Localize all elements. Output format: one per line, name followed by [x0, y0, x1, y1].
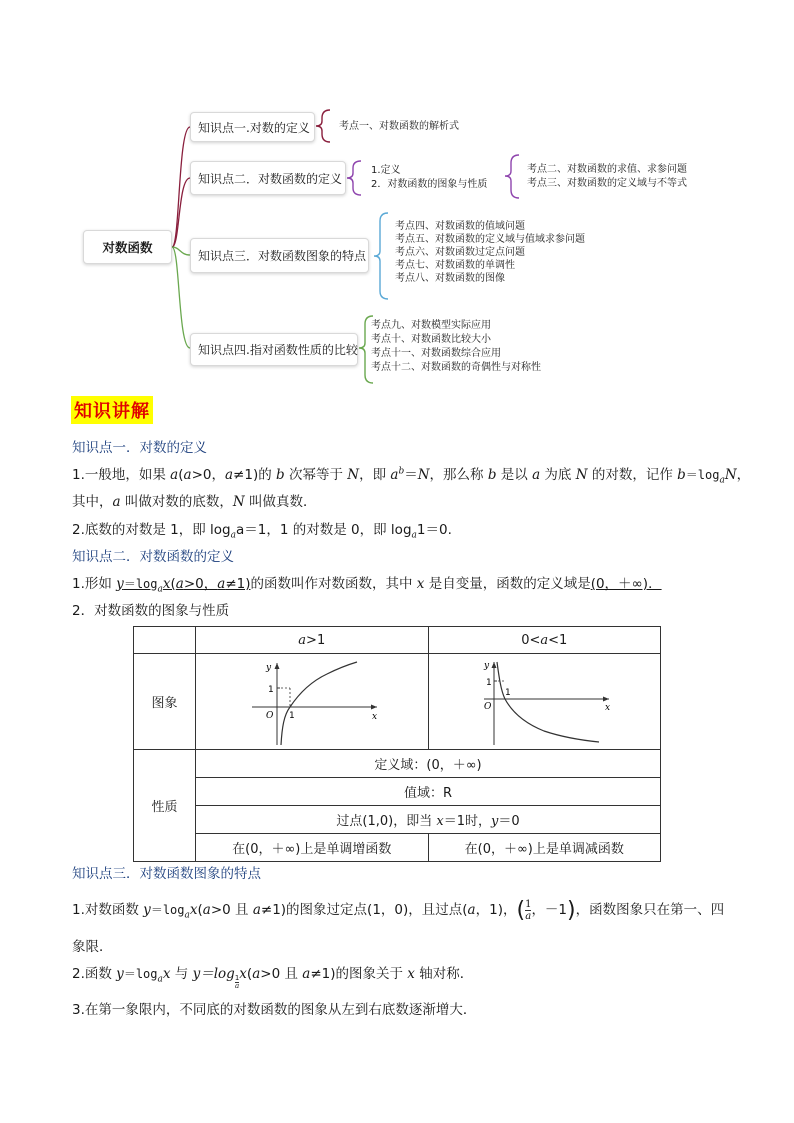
section-title-1: 知识点一．对数的定义	[72, 440, 207, 456]
mindmap-branch-2: 知识点二．对数函数的定义	[190, 161, 346, 195]
mindmap-leaf: 考点五、对数函数的定义域与值域求参问题	[395, 234, 585, 245]
mindmap-leaf: 考点九、对数模型实际应用	[371, 320, 491, 331]
origin-label: O	[265, 710, 274, 721]
mindmap-leaf: 2．对数函数的图象与性质	[371, 179, 488, 190]
mindmap-branch-1: 知识点一.对数的定义	[190, 112, 315, 142]
tick-label-1: 1	[288, 710, 295, 721]
section-heading: 知识讲解	[71, 396, 153, 424]
paragraph: 象限．	[72, 939, 113, 955]
mindmap-branch-3: 知识点三．对数函数图象的特点	[190, 238, 369, 273]
tick-label-1: 1	[267, 684, 274, 695]
axis-label-x: x	[605, 702, 611, 713]
table-row-label-graph: 图象	[134, 654, 196, 750]
mindmap-leaf: 考点十二、对数函数的奇偶性与对称性	[371, 362, 541, 373]
section-title-2: 知识点二．对数函数的定义	[72, 549, 234, 565]
mindmap-leaf: 考点八、对数函数的图像	[395, 273, 505, 284]
paragraph: 1.一般地，如果 a(a>0，a≠1)的 b 次幂等于 N，即 $a^b=N$，那么称 b 是以 a 为底 N 的对数，记作 $b=\log_aN$，	[72, 466, 751, 486]
log-function-properties-table	[133, 626, 661, 862]
paragraph: 2.底数的对数是 1，即 $\log_aa=1$，1 的对数是 0，即 $\log_a1=0$.	[72, 522, 452, 541]
mindmap-branch-4: 知识点四.指对函数性质的比较	[190, 333, 358, 366]
mindmap-leaf: 考点二、对数函数的求值、求参问题	[527, 164, 687, 175]
log-graph-increasing	[242, 657, 382, 747]
tick-label-1: 1	[486, 677, 492, 688]
mindmap-leaf: 考点七、对数函数的单调性	[395, 260, 515, 271]
axis-label-y: y	[484, 660, 490, 671]
property-range: 值域：R	[196, 778, 661, 806]
table-header-a-lt-1: 0<a<1	[428, 627, 661, 654]
mindmap-leaf: 考点十一、对数函数综合应用	[371, 348, 501, 359]
mindmap-leaf: 考点十、对数函数比较大小	[371, 334, 491, 345]
paragraph: 1.形如 $y=\log_ax(a>0$，a≠1)的函数叫作对数函数，其中 x 是自变量，函数的定义域是(0，＋∞)．	[72, 576, 662, 595]
log-graph-decreasing	[474, 657, 614, 747]
property-decreasing: 在(0，＋∞)上是单调减函数	[428, 834, 661, 862]
graph-increasing-cell	[196, 654, 429, 750]
section-title-3: 知识点三．对数函数图象的特点	[72, 866, 261, 882]
mindmap-leaf: 1.定义	[371, 165, 401, 176]
table-cell	[134, 627, 196, 654]
paragraph: 2．对数函数的图象与性质	[72, 603, 230, 619]
table-row-label-props: 性质	[134, 750, 196, 862]
paragraph: 其中，a 叫做对数的底数，N 叫做真数．	[72, 494, 317, 510]
paragraph: 3.在第一象限内，不同底的对数函数的图象从左到右底数逐渐增大．	[72, 1002, 477, 1018]
mindmap-leaf: 考点四、对数函数的值域问题	[395, 221, 525, 232]
property-domain: 定义域：(0，＋∞)	[196, 750, 661, 778]
mindmap-root: 对数函数	[83, 230, 172, 264]
axis-label-x: x	[371, 711, 377, 722]
paragraph: 1.对数函数 $y=\log_ax(a>0$ 且 a≠1)的图象过定点(1，0)，且过点(a，1)，( $\frac{1}{a}$ ，－1)，函数图象只在第一、四	[72, 898, 725, 923]
property-fixed-point: 过点(1,0)，即当 x＝1时，y＝0	[196, 806, 661, 834]
tick-label-1: 1	[505, 687, 511, 698]
property-increasing: 在(0，＋∞)上是单调增函数	[196, 834, 429, 862]
paragraph: 2.函数 $y=\log_ax$ 与 y＝log $\frac{1}{a}$ x(a>0 且 a≠1)的图象关于 x 轴对称．	[72, 966, 474, 990]
mindmap-leaf: 考点一、对数函数的解析式	[339, 121, 459, 132]
mindmap-leaf: 考点三、对数函数的定义域与不等式	[527, 178, 687, 189]
table-header-a-gt-1: a>1	[196, 627, 429, 654]
mindmap-leaf: 考点六、对数函数过定点问题	[395, 247, 525, 258]
origin-label: O	[484, 701, 492, 712]
graph-decreasing-cell	[428, 654, 661, 750]
axis-label-y: y	[265, 662, 271, 673]
